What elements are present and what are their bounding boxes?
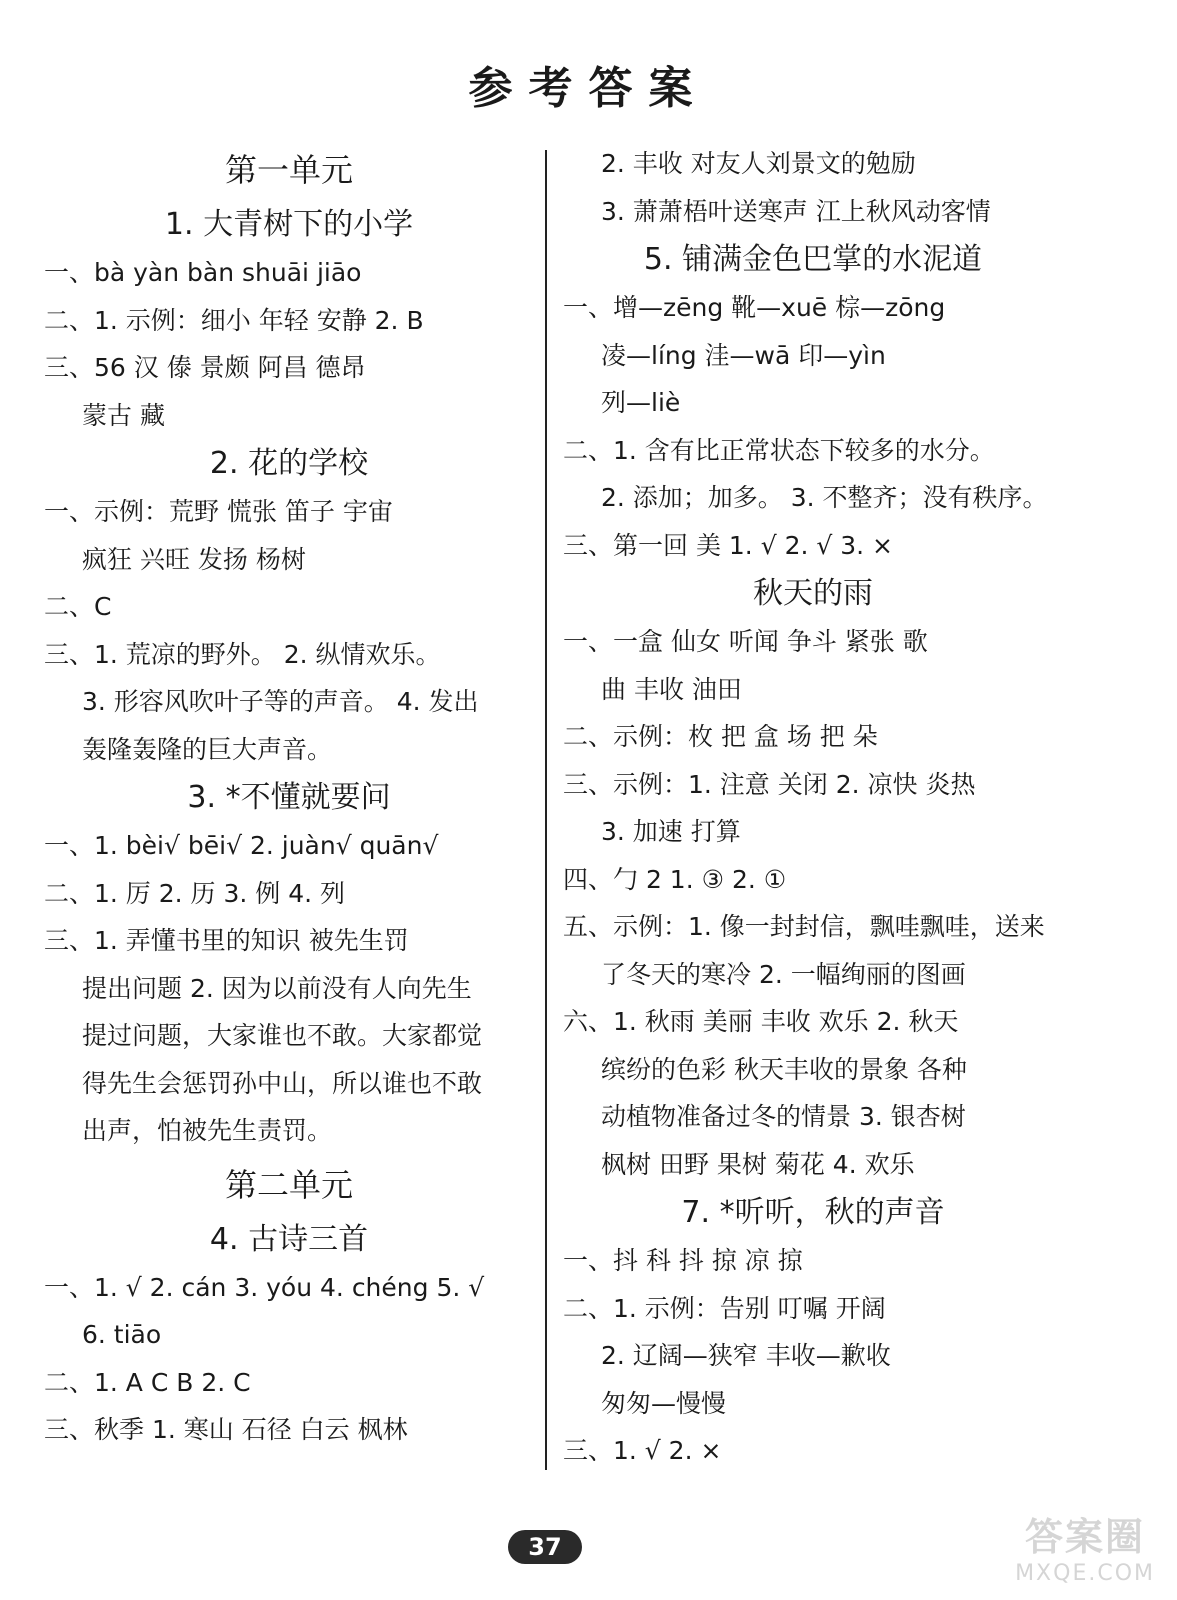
- answer-line: 三、第一回 美 1. √ 2. √ 3. ×: [563, 530, 893, 560]
- answer-line: 一、示例：荒野 慌张 笛子 宇宙: [44, 497, 393, 526]
- answer-line-continued: 匆匆—慢慢: [601, 1388, 727, 1418]
- watermark-logo: [1015, 1506, 1155, 1586]
- answer-line: 二、1. 示例：告别 叮嘱 开阔: [563, 1293, 886, 1323]
- answer-line: 一、bà yàn bàn shuāi jiāo: [44, 258, 362, 287]
- answer-line: 三、56 汉 傣 景颇 阿昌 德昂: [44, 353, 366, 382]
- answer-line: 二、1. 示例：细小 年轻 安静 2. B: [44, 305, 424, 335]
- watermark-site: MXQE.COM: [1015, 1561, 1155, 1586]
- answer-line: 一、一盒 仙女 听闻 争斗 紧张 歌: [563, 627, 928, 656]
- answer-line-continued: 3. 形容风吹叶子等的声音。 4. 发出: [82, 687, 479, 716]
- answer-line-continued: 疯狂 兴旺 发扬 杨树: [82, 544, 306, 574]
- answer-line-continued: 6. tiāo: [82, 1320, 162, 1349]
- answer-line: 二、1. 厉 2. 历 3. 例 4. 列: [44, 878, 346, 908]
- answer-line: 一、1. √ 2. cán 3. yóu 4. chéng 5. √: [44, 1272, 485, 1302]
- answer-line: 一、增—zēng 靴—xuē 棕—zōng: [563, 293, 946, 322]
- lesson-heading: 3. *不懂就要问: [187, 780, 391, 815]
- answer-line: 四、勹 2 1. ③ 2. ①: [563, 864, 787, 894]
- answer-line: 三、1. 弄懂书里的知识 被先生罚: [44, 926, 409, 955]
- answer-line-continued: 提出问题 2. 因为以前没有人向先生: [82, 973, 472, 1003]
- lesson-heading: 5. 铺满金色巴掌的水泥道: [643, 242, 983, 277]
- answer-line: 三、1. 荒凉的野外。 2. 纵情欢乐。: [44, 639, 441, 669]
- answer-line-continued: 3. 加速 打算: [601, 817, 741, 846]
- right-column: [563, 140, 1063, 1475]
- answer-line: 一、1. bèi√ bēi√ 2. juàn√ quān√: [44, 831, 439, 860]
- answer-line: 三、1. √ 2. ×: [563, 1436, 722, 1465]
- answer-line-continued: 缤纷的色彩 秋天丰收的景象 各种: [601, 1054, 967, 1084]
- page-number: 37: [508, 1530, 582, 1564]
- answer-line: 六、1. 秋雨 美丽 丰收 欢乐 2. 秋天: [563, 1007, 959, 1036]
- watermark-title: 答案圈: [1025, 1515, 1146, 1559]
- answer-line-continued: 提过问题，大家谁也不敢。大家都觉: [82, 1021, 483, 1050]
- answer-line: 三、示例：1. 注意 关闭 2. 凉快 炎热: [563, 769, 976, 799]
- answer-line-continued: 凌—líng 洼—wā 印—yìn: [601, 340, 886, 370]
- lesson-heading: 7. *听听，秋的声音: [681, 1195, 945, 1230]
- answer-line: 二、1. 含有比正常状态下较多的水分。: [563, 435, 995, 465]
- answer-line-continued: 动植物准备过冬的情景 3. 银杏树: [601, 1102, 966, 1131]
- answer-line-continued: 2. 辽阔—狭窄 丰收—歉收: [601, 1341, 891, 1370]
- column-divider: [545, 150, 547, 1470]
- answer-line-continued: 2. 丰收 对友人刘景文的勉励: [601, 149, 916, 178]
- lesson-heading: 1. 大青树下的小学: [164, 207, 414, 242]
- answer-line: 五、示例：1. 像一封封信，飘哇飘哇，送来: [563, 912, 1045, 941]
- answer-line-continued: 了冬天的寒冷 2. 一幅绚丽的图画: [601, 959, 966, 989]
- answer-line-continued: 出声，怕被先生责罚。: [82, 1116, 333, 1145]
- answer-line: 二、C: [44, 592, 112, 621]
- lesson-heading: 秋天的雨: [753, 576, 873, 611]
- answer-line: 二、示例：枚 把 盒 场 把 朵: [563, 722, 878, 751]
- unit-heading: 第二单元: [224, 1165, 353, 1204]
- answer-line-continued: 列—liè: [601, 388, 681, 417]
- answer-line-continued: 3. 萧萧梧叶送寒声 江上秋风动客情: [601, 196, 991, 226]
- left-column: [44, 140, 534, 1454]
- answer-line: 三、秋季 1. 寒山 石径 白云 枫林: [44, 1415, 408, 1444]
- answer-line: 二、1. A C B 2. C: [44, 1367, 251, 1397]
- answer-line-continued: 枫树 田野 果树 菊花 4. 欢乐: [601, 1149, 915, 1179]
- lesson-heading: 2. 花的学校: [209, 446, 369, 481]
- answer-line-continued: 得先生会惩罚孙中山，所以谁也不敢: [82, 1068, 483, 1098]
- answer-line-continued: 轰隆轰隆的巨大声音。: [82, 734, 333, 764]
- lesson-heading: 4. 古诗三首: [209, 1221, 369, 1257]
- page-title: 参考答案: [468, 63, 709, 114]
- answer-line-continued: 蒙古 藏: [82, 400, 165, 430]
- answer-line-continued: 2. 添加；加多。 3. 不整齐；没有秩序。: [601, 483, 1048, 512]
- unit-heading: 第一单元: [224, 151, 353, 189]
- answer-line: 一、抖 科 抖 掠 凉 掠: [563, 1246, 803, 1275]
- answer-line-continued: 曲 丰收 油田: [601, 674, 742, 704]
